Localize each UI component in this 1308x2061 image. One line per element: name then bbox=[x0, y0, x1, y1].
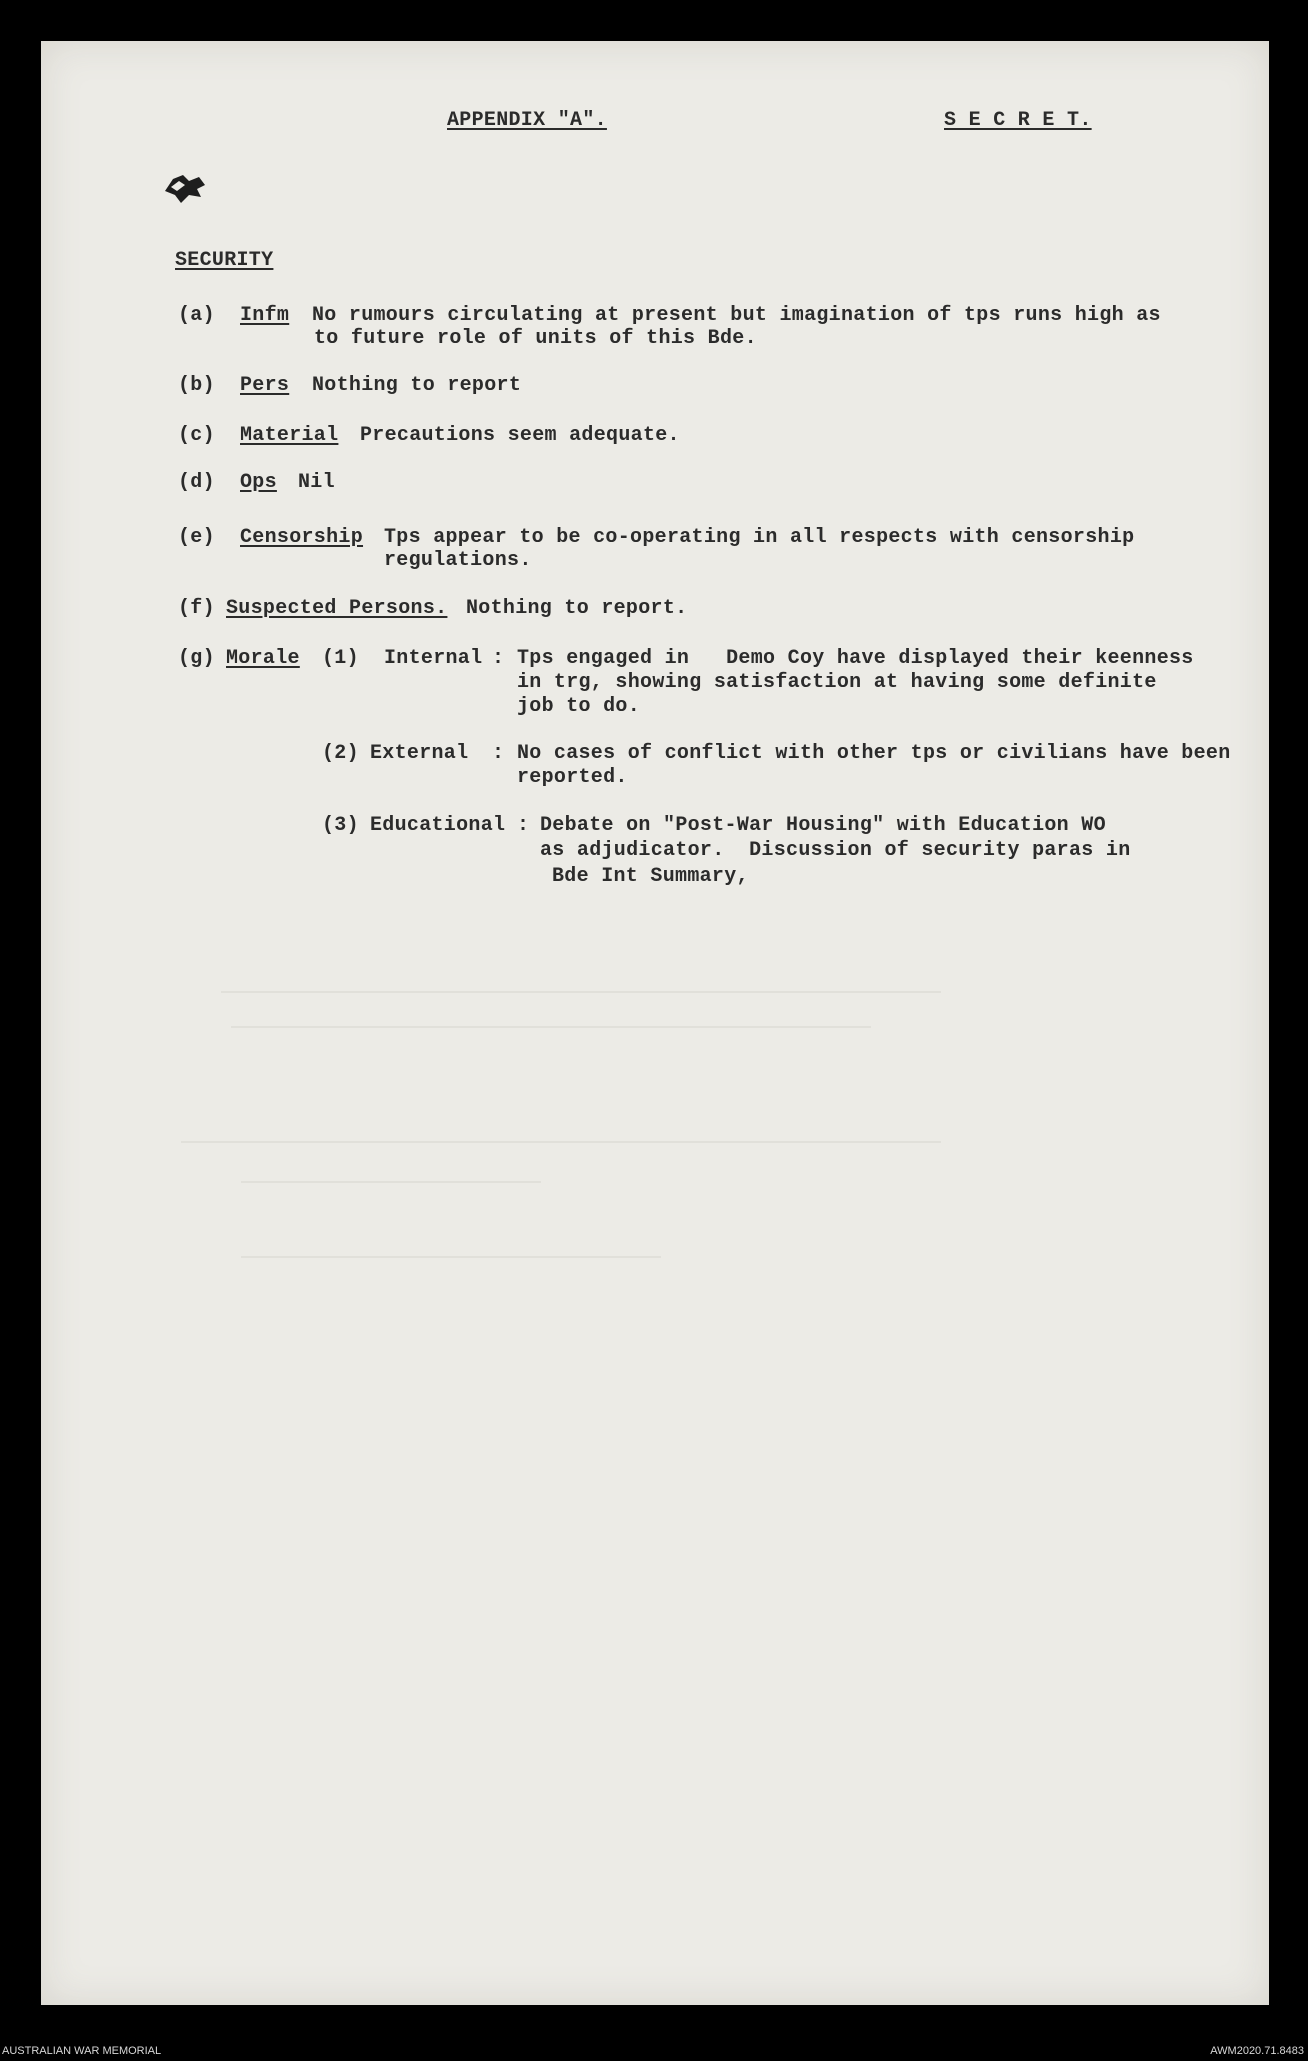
item-e-label: Censorship bbox=[240, 526, 364, 549]
morale-subitem-name: Internal bbox=[384, 647, 483, 670]
footer-catalogue-id: AWM2020.71.8483 bbox=[1210, 2045, 1304, 2057]
item-b-label: Pers bbox=[240, 374, 290, 397]
item-a-text-line2: to future role of units of this Bde. bbox=[314, 327, 757, 350]
item-b-text: Nothing to report bbox=[312, 374, 522, 397]
item-a-label: Infm bbox=[240, 304, 290, 327]
morale-subitem-text-line: No cases of conflict with other tps or civilians have been bbox=[517, 742, 1231, 765]
section-heading: SECURITY bbox=[175, 249, 274, 272]
show-through-line bbox=[231, 1026, 871, 1028]
item-f-label: Suspected Persons. bbox=[226, 597, 448, 620]
morale-subitem-number: (2) bbox=[322, 742, 359, 765]
morale-subitem-text-line: in trg, showing satisfaction at having some definite bbox=[517, 671, 1157, 694]
item-g-label: Morale bbox=[226, 647, 300, 670]
punch-hole-mark bbox=[159, 169, 215, 209]
item-b-marker: (b) bbox=[178, 374, 215, 397]
show-through-line bbox=[241, 1181, 541, 1183]
morale-subitem-text-line: job to do. bbox=[517, 695, 641, 718]
item-e-text-line1: Tps appear to be co-operating in all respects with censorship bbox=[384, 526, 1135, 549]
morale-subitem-text-line: Bde Int Summary, bbox=[552, 865, 749, 888]
item-f-text: Nothing to report. bbox=[466, 597, 688, 620]
morale-subitem-separator: : bbox=[492, 647, 505, 670]
item-c-text: Precautions seem adequate. bbox=[360, 424, 680, 447]
item-e-text-line2: regulations. bbox=[384, 549, 532, 572]
item-c-marker: (c) bbox=[178, 424, 215, 447]
item-e-marker: (e) bbox=[178, 526, 215, 549]
item-g-marker: (g) bbox=[178, 647, 215, 670]
item-d-text: Nil bbox=[298, 471, 335, 494]
classification-marking: S E C R E T. bbox=[944, 109, 1092, 132]
appendix-heading: APPENDIX "A". bbox=[447, 109, 607, 132]
footer-institution: AUSTRALIAN WAR MEMORIAL bbox=[2, 2045, 162, 2057]
item-d-label: Ops bbox=[240, 471, 277, 494]
morale-subitem-separator: : bbox=[492, 742, 505, 765]
morale-subitem-name: External bbox=[370, 742, 469, 765]
show-through-line bbox=[221, 991, 941, 993]
morale-subitem-number: (3) bbox=[322, 814, 359, 837]
morale-subitem-number: (1) bbox=[322, 647, 359, 670]
item-d-marker: (d) bbox=[178, 471, 215, 494]
show-through-line bbox=[241, 1256, 661, 1258]
item-c-label: Material bbox=[240, 424, 339, 447]
item-f-marker: (f) bbox=[178, 597, 215, 620]
morale-subitem-text-line: reported. bbox=[517, 766, 628, 789]
morale-subitem-text-line: Debate on "Post-War Housing" with Education WO bbox=[540, 814, 1106, 837]
morale-subitem-text-line: as adjudicator. Discussion of security paras in bbox=[540, 839, 1131, 862]
item-a-text-line1: No rumours circulating at present but imagination of tps runs high as bbox=[312, 304, 1161, 327]
morale-subitem-text-line: Tps engaged in Demo Coy have displayed their keenness bbox=[517, 647, 1194, 670]
item-a-marker: (a) bbox=[178, 304, 215, 327]
morale-subitem-name: Educational bbox=[370, 814, 506, 837]
show-through-line bbox=[181, 1141, 941, 1143]
morale-subitem-separator: : bbox=[517, 814, 530, 837]
